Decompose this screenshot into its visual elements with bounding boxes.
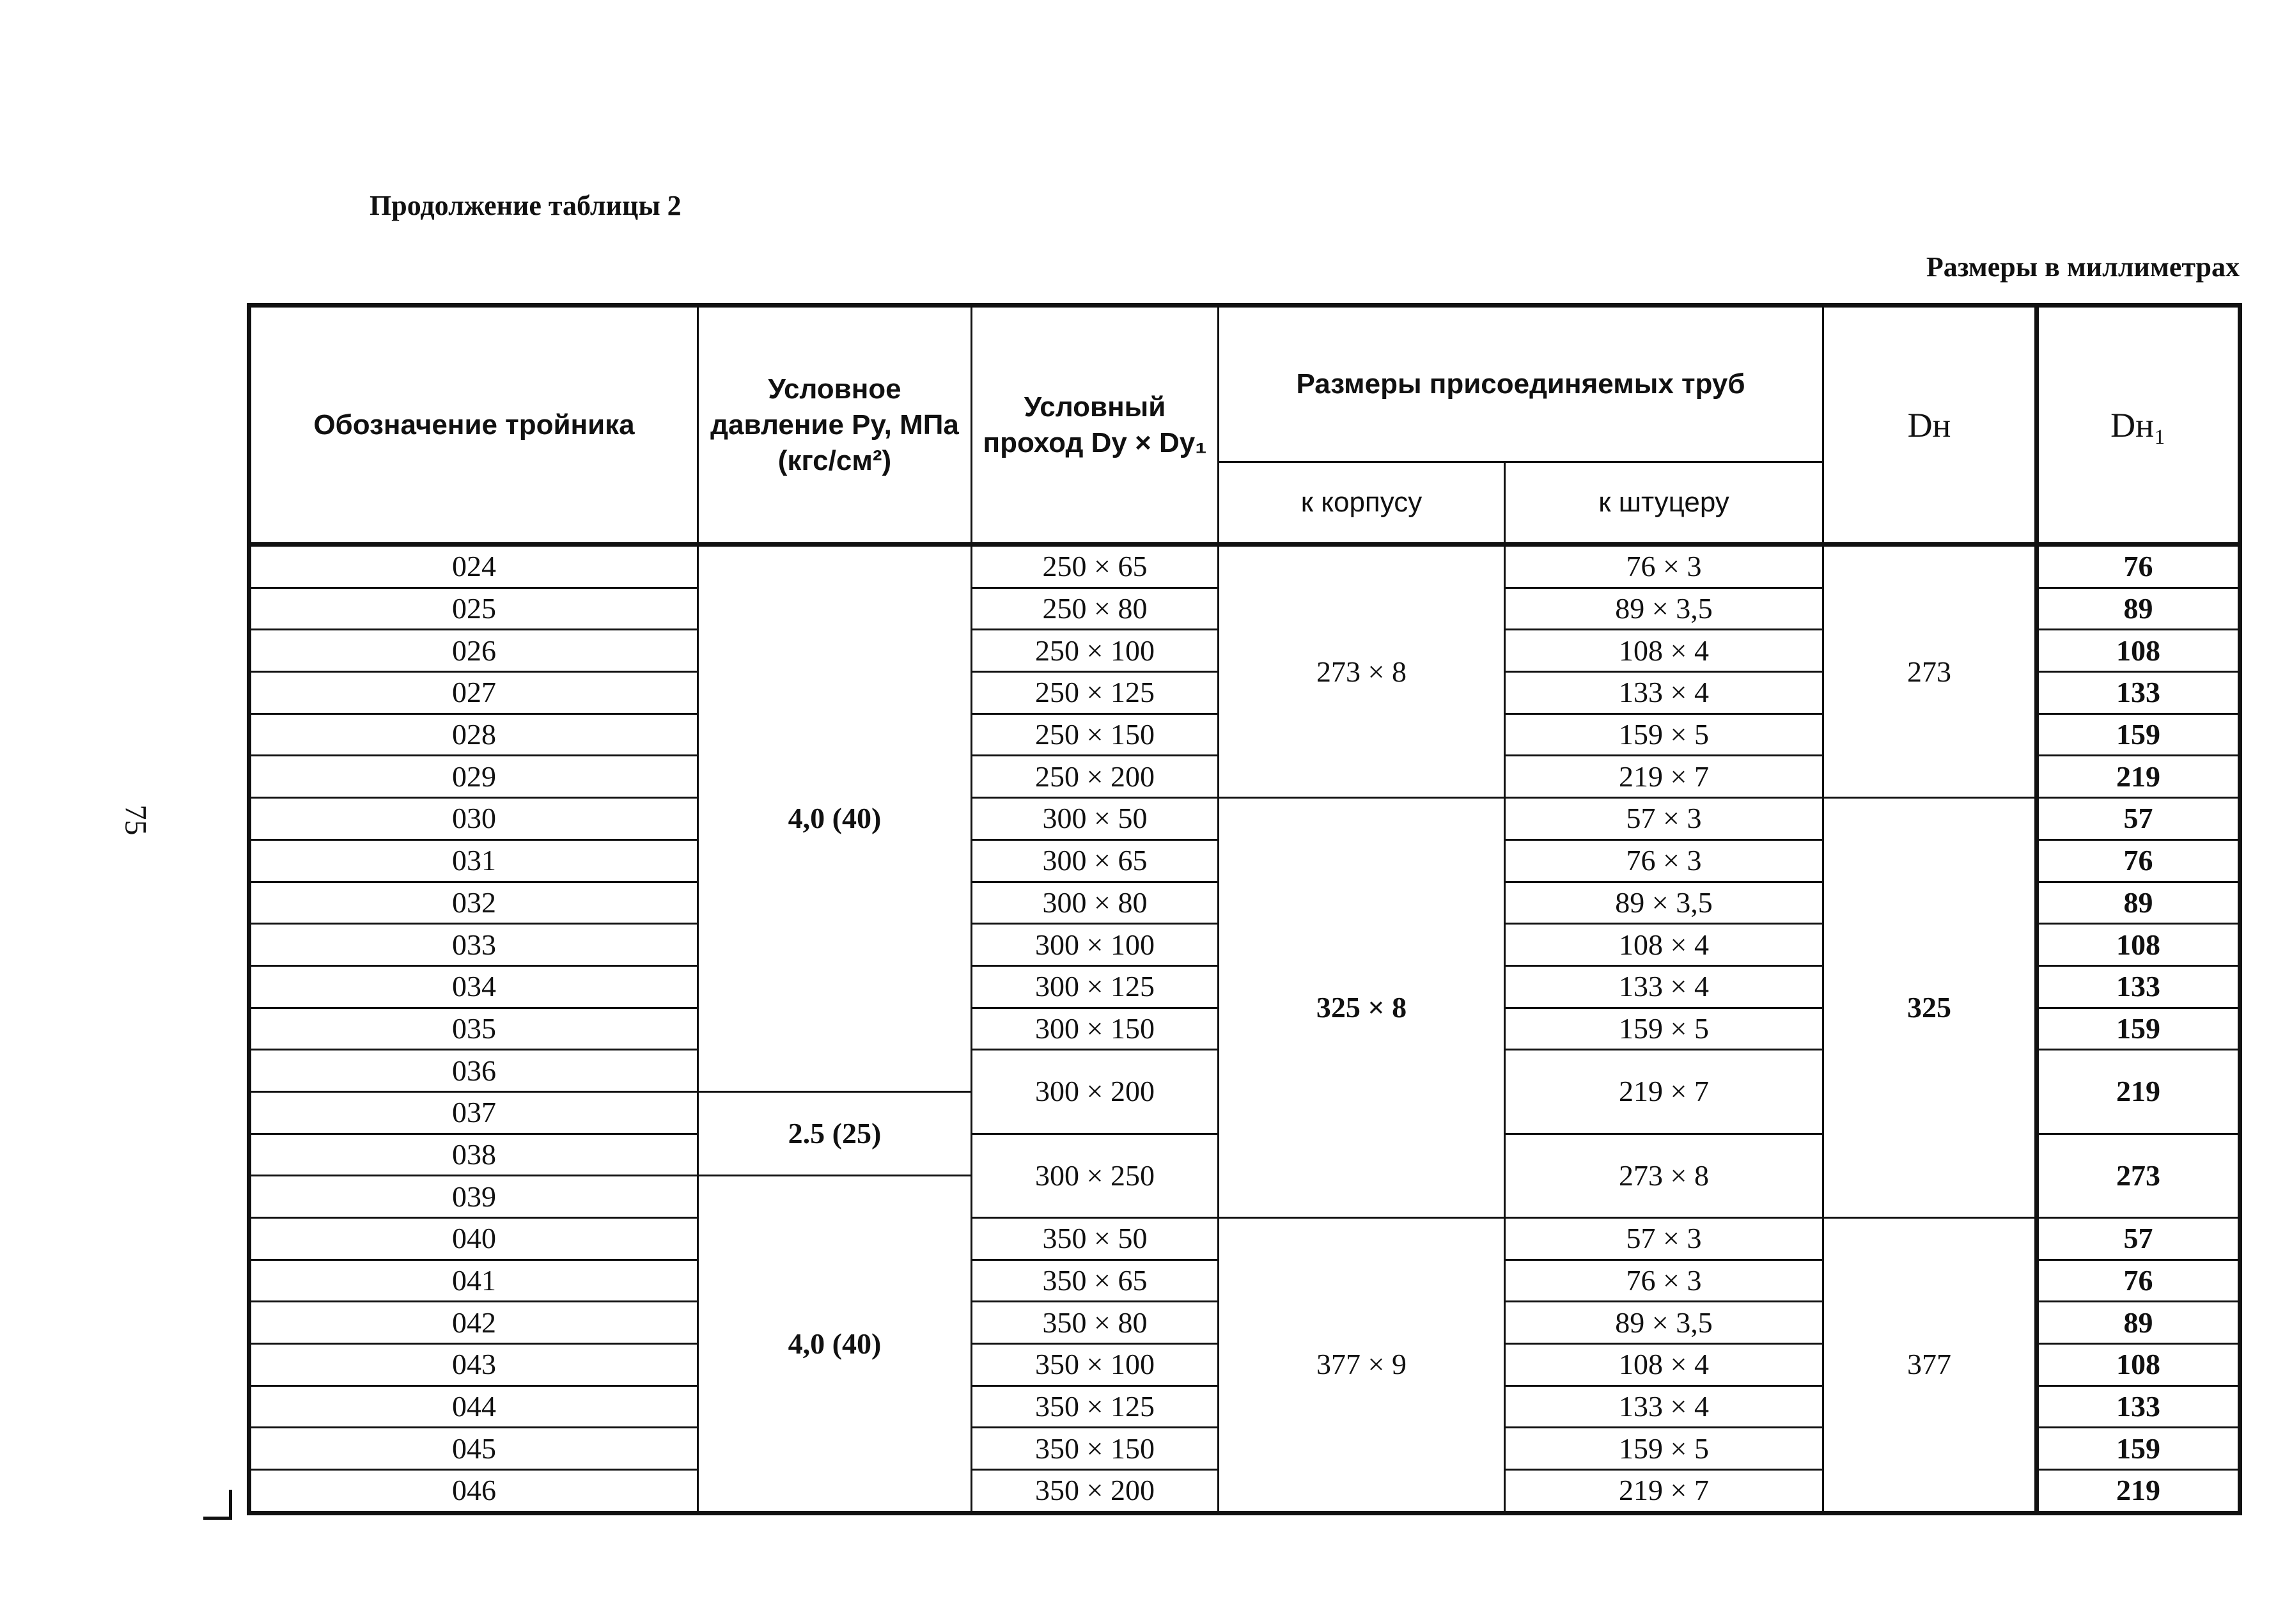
cell-fitting: 89 × 3,5 — [1505, 882, 1823, 924]
cell-passage: 300 × 150 — [972, 1008, 1219, 1050]
cell-passage: 250 × 200 — [972, 756, 1219, 798]
cell-designation: 037 — [249, 1091, 698, 1134]
cell-dn1: 89 — [2037, 588, 2240, 630]
cell-fitting: 133 × 4 — [1505, 1386, 1823, 1428]
cell-fitting: 133 × 4 — [1505, 965, 1823, 1008]
cell-passage: 300 × 100 — [972, 924, 1219, 966]
cell-passage: 350 × 50 — [972, 1218, 1219, 1260]
cell-fitting: 273 × 8 — [1505, 1134, 1823, 1217]
table-row — [249, 1218, 2240, 1260]
cell-designation: 027 — [249, 672, 698, 714]
cell-designation: 032 — [249, 882, 698, 924]
cell-designation: 035 — [249, 1008, 698, 1050]
cell-dn1: 219 — [2037, 1050, 2240, 1134]
cell-fitting: 159 × 5 — [1505, 714, 1823, 756]
cell-fitting: 89 × 3,5 — [1505, 1302, 1823, 1344]
cell-fitting: 89 × 3,5 — [1505, 588, 1823, 630]
cell-fitting: 219 × 7 — [1505, 1050, 1823, 1134]
cell-designation: 029 — [249, 756, 698, 798]
cell-fitting: 108 × 4 — [1505, 924, 1823, 966]
cell-passage: 350 × 150 — [972, 1428, 1219, 1470]
cell-passage: 250 × 150 — [972, 714, 1219, 756]
cell-dn1: 89 — [2037, 882, 2240, 924]
cell-passage: 300 × 200 — [972, 1050, 1219, 1134]
cell-pressure-group: 4,0 (40) — [698, 545, 972, 1092]
cell-designation: 034 — [249, 965, 698, 1008]
cell-fitting: 76 × 3 — [1505, 839, 1823, 882]
cell-designation: 031 — [249, 839, 698, 882]
cell-designation: 026 — [249, 630, 698, 672]
cell-dn1: 133 — [2037, 965, 2240, 1008]
cell-fitting: 57 × 3 — [1505, 1218, 1823, 1260]
cell-passage: 300 × 50 — [972, 798, 1219, 840]
corner-mark — [203, 1490, 232, 1520]
table-row — [249, 798, 2240, 840]
cell-designation: 041 — [249, 1260, 698, 1302]
tee-dimensions-table — [247, 303, 2242, 1515]
cell-designation: 033 — [249, 924, 698, 966]
cell-dn1: 159 — [2037, 714, 2240, 756]
cell-body-group: 325 × 8 — [1219, 798, 1505, 1218]
cell-dn1: 219 — [2037, 756, 2240, 798]
cell-dn1: 76 — [2037, 545, 2240, 588]
cell-designation: 030 — [249, 798, 698, 840]
cell-passage: 350 × 200 — [972, 1470, 1219, 1513]
cell-dn1: 108 — [2037, 630, 2240, 672]
header-passage: Условный проход Dу × Dу₁ — [972, 306, 1219, 545]
cell-passage: 350 × 125 — [972, 1386, 1219, 1428]
cell-dn1: 273 — [2037, 1134, 2240, 1217]
cell-dn1: 159 — [2037, 1428, 2240, 1470]
cell-passage: 350 × 100 — [972, 1344, 1219, 1386]
cell-passage: 250 × 100 — [972, 630, 1219, 672]
cell-dn-group: 377 — [1823, 1218, 2037, 1513]
cell-dn1: 219 — [2037, 1470, 2240, 1513]
cell-dn1: 76 — [2037, 1260, 2240, 1302]
cell-dn1: 89 — [2037, 1302, 2240, 1344]
cell-fitting: 159 × 5 — [1505, 1008, 1823, 1050]
cell-designation: 040 — [249, 1218, 698, 1260]
header-pipe-sizes: Размеры присоединяемых труб — [1219, 306, 1823, 462]
cell-designation: 038 — [249, 1134, 698, 1176]
cell-dn1: 57 — [2037, 798, 2240, 840]
cell-fitting: 133 × 4 — [1505, 672, 1823, 714]
cell-passage: 250 × 125 — [972, 672, 1219, 714]
cell-fitting: 108 × 4 — [1505, 630, 1823, 672]
cell-dn1: 108 — [2037, 924, 2240, 966]
header-pressure: Условное давление Ру, МПа (кгс/см²) — [698, 306, 972, 545]
page-number: 75 — [118, 804, 153, 836]
cell-dn1: 57 — [2037, 1218, 2240, 1260]
header-dn1: Dн₁ — [2037, 306, 2240, 545]
cell-passage: 250 × 80 — [972, 588, 1219, 630]
cell-dn-group: 325 — [1823, 798, 2037, 1218]
cell-fitting: 57 × 3 — [1505, 798, 1823, 840]
cell-body-group: 377 × 9 — [1219, 1218, 1505, 1513]
cell-dn1: 108 — [2037, 1344, 2240, 1386]
cell-passage: 300 × 65 — [972, 839, 1219, 882]
cell-designation: 039 — [249, 1176, 698, 1218]
cell-passage: 300 × 80 — [972, 882, 1219, 924]
units-note: Размеры в миллиметрах — [1926, 251, 2240, 283]
cell-dn-group: 273 — [1823, 545, 2037, 798]
cell-pressure-group: 4,0 (40) — [698, 1176, 972, 1513]
header-dn: Dн — [1823, 306, 2037, 545]
cell-dn1: 133 — [2037, 672, 2240, 714]
cell-passage: 350 × 65 — [972, 1260, 1219, 1302]
cell-body-group: 273 × 8 — [1219, 545, 1505, 798]
cell-fitting: 76 × 3 — [1505, 1260, 1823, 1302]
cell-designation: 046 — [249, 1470, 698, 1513]
cell-designation: 045 — [249, 1428, 698, 1470]
table-row — [249, 545, 2240, 588]
cell-designation: 043 — [249, 1344, 698, 1386]
cell-passage: 300 × 125 — [972, 965, 1219, 1008]
cell-fitting: 219 × 7 — [1505, 756, 1823, 798]
cell-dn1: 159 — [2037, 1008, 2240, 1050]
cell-designation: 025 — [249, 588, 698, 630]
cell-fitting: 76 × 3 — [1505, 545, 1823, 588]
table-caption: Продолжение таблицы 2 — [370, 190, 682, 221]
cell-dn1: 133 — [2037, 1386, 2240, 1428]
cell-fitting: 219 × 7 — [1505, 1470, 1823, 1513]
cell-designation: 028 — [249, 714, 698, 756]
cell-designation: 024 — [249, 545, 698, 588]
cell-passage: 250 × 65 — [972, 545, 1219, 588]
cell-designation: 036 — [249, 1050, 698, 1092]
header-to-body: к корпусу — [1219, 462, 1505, 545]
cell-passage: 300 × 250 — [972, 1134, 1219, 1217]
cell-fitting: 159 × 5 — [1505, 1428, 1823, 1470]
header-to-fitting: к штуцеру — [1505, 462, 1823, 545]
cell-fitting: 108 × 4 — [1505, 1344, 1823, 1386]
cell-dn1: 76 — [2037, 839, 2240, 882]
cell-designation: 044 — [249, 1386, 698, 1428]
cell-pressure-group: 2.5 (25) — [698, 1091, 972, 1175]
cell-passage: 350 × 80 — [972, 1302, 1219, 1344]
header-designation: Обозначение тройника — [249, 306, 698, 545]
cell-designation: 042 — [249, 1302, 698, 1344]
